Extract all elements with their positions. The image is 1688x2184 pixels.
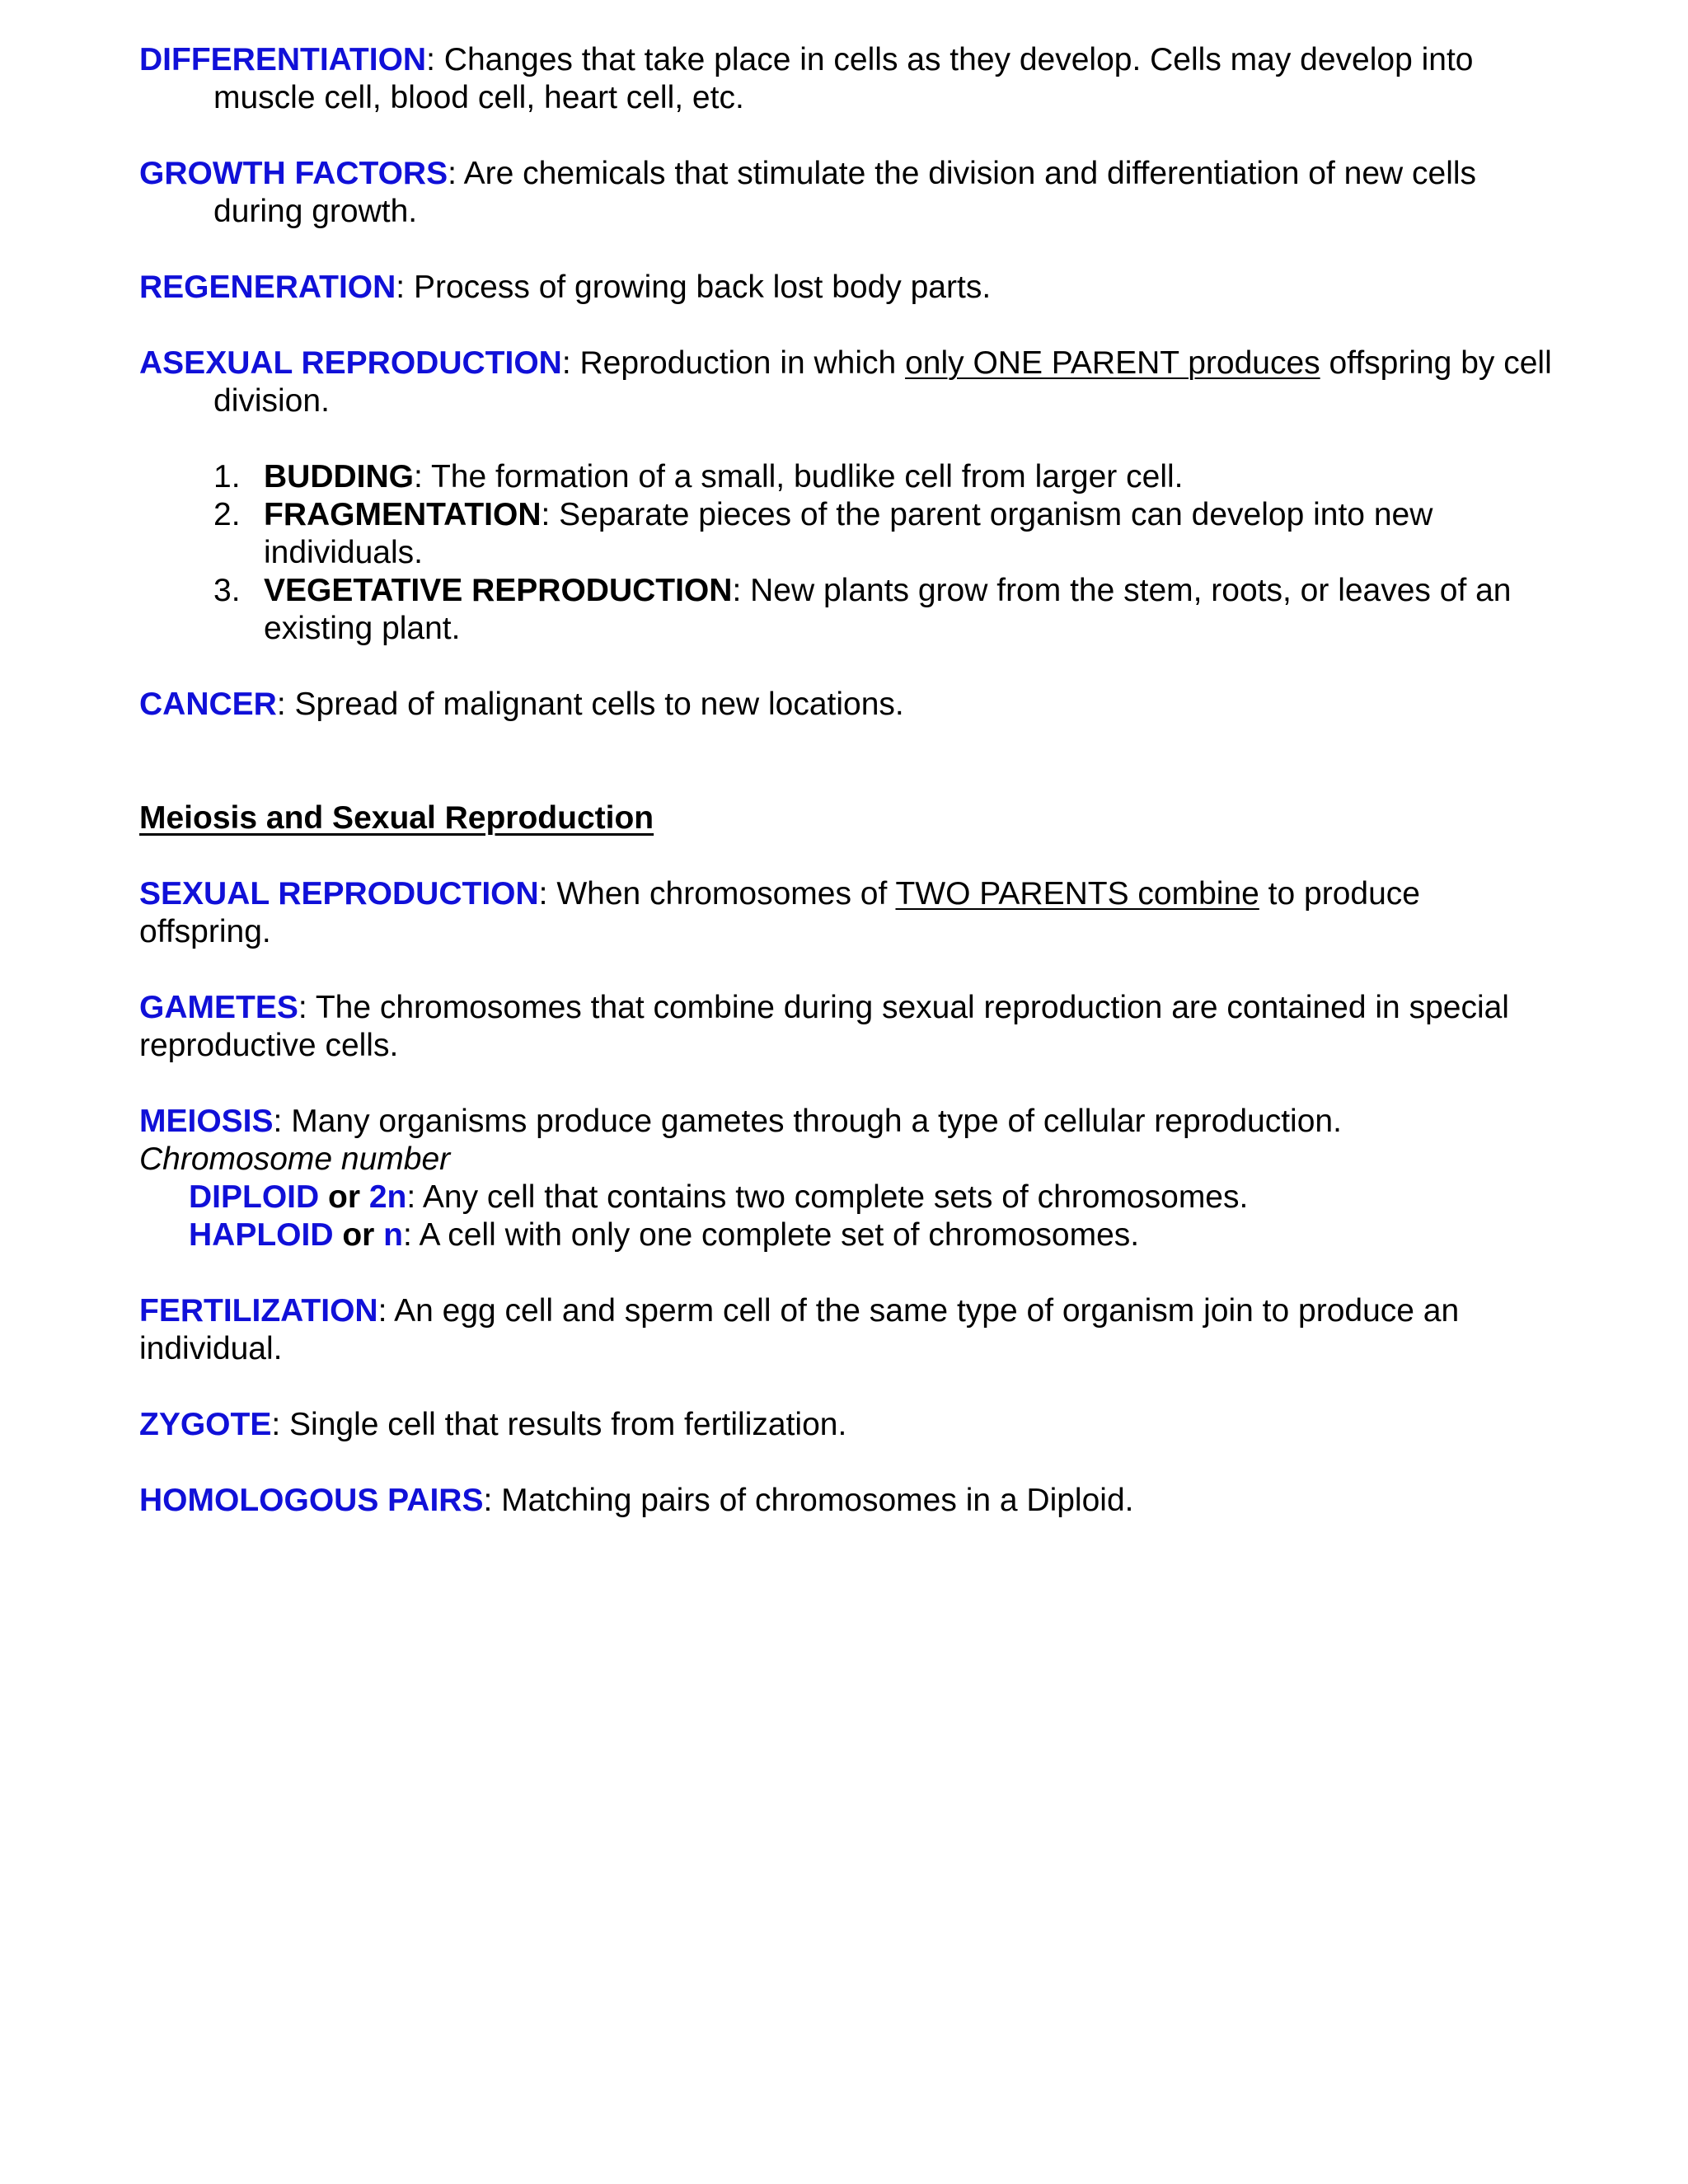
underlined-phrase: TWO PARENTS combine — [895, 876, 1259, 912]
list-item-fragmentation — [139, 496, 1557, 572]
separator: : — [448, 156, 457, 191]
entry-differentiation — [139, 41, 1557, 117]
definition-gametes: : The chromosomes that combine during sexual reproduction are contained in special reproductive cells. — [139, 990, 1509, 1063]
asexual-types-list — [139, 458, 1557, 648]
entry-zygote — [139, 1406, 1557, 1444]
term-gametes: GAMETES — [139, 990, 298, 1025]
definition-fragmentation: : Separate pieces of the parent organism can develop into new individuals. — [264, 497, 1433, 570]
separator: : — [426, 42, 435, 77]
definition-asexual-part1: Reproduction in which — [570, 345, 906, 381]
term-vegetative-reproduction: VEGETATIVE REPRODUCTION — [264, 573, 733, 608]
term-differentiation: DIFFERENTIATION — [139, 42, 427, 77]
list-item-budding — [139, 458, 1557, 496]
definition-meiosis: : Many organisms produce gametes through a type of cellular reproduction. — [273, 1104, 1342, 1139]
entry-growth-factors — [139, 155, 1557, 231]
term-homologous-pairs: HOMOLOGOUS PAIRS — [139, 1483, 484, 1518]
list-item-vegetative-reproduction — [139, 572, 1557, 648]
term-diploid: DIPLOID — [189, 1179, 320, 1215]
list-number: 3. — [213, 573, 241, 608]
definition-homologous-pairs: : Matching pairs of chromosomes in a Diploid. — [483, 1483, 1134, 1518]
term-sexual-reproduction: SEXUAL REPRODUCTION — [139, 876, 539, 912]
definition-sexual-part1: : When chromosomes of — [538, 876, 896, 912]
term-fertilization: FERTILIZATION — [139, 1293, 378, 1329]
entry-asexual-reproduction — [139, 344, 1557, 420]
entry-sexual-reproduction — [139, 875, 1557, 951]
definition-haploid: : A cell with only one complete set of chromosomes. — [403, 1217, 1140, 1253]
term-budding: BUDDING — [264, 459, 414, 494]
entry-fertilization — [139, 1292, 1557, 1368]
term-asexual-reproduction: ASEXUAL REPRODUCTION — [139, 345, 562, 381]
definition-cancer: : Spread of malignant cells to new locations. — [276, 687, 904, 722]
definition-asexual-part2: offspring by cell division. — [213, 345, 1552, 419]
term-cancer: CANCER — [139, 687, 277, 722]
document-page — [139, 41, 1557, 1520]
chromosome-number-label: Chromosome number — [139, 1141, 451, 1177]
underlined-phrase: only ONE PARENT produces — [905, 345, 1320, 381]
entry-gametes — [139, 989, 1557, 1065]
term-haploid: HAPLOID — [189, 1217, 334, 1253]
entry-homologous-pairs — [139, 1482, 1557, 1520]
or-word: or — [333, 1217, 384, 1253]
term-meiosis: MEIOSIS — [139, 1104, 274, 1139]
entry-meiosis — [139, 1103, 1557, 1141]
separator: : — [396, 269, 406, 305]
definition-regeneration: Process of growing back lost body parts. — [405, 269, 992, 305]
definition-fertilization: : An egg cell and sperm cell of the same type of organism join to produce an individual. — [139, 1293, 1460, 1366]
entry-diploid — [139, 1179, 1557, 1216]
symbol-n: n — [383, 1217, 403, 1253]
or-word: or — [319, 1179, 369, 1215]
entry-haploid — [139, 1216, 1557, 1254]
entry-regeneration — [139, 269, 1557, 307]
list-number: 2. — [213, 497, 241, 532]
definition-sexual-part2: to produce offspring. — [139, 876, 1420, 949]
definition-differentiation: Changes that take place in cells as they develop. Cells may develop into muscle cell, blood cell, heart cell, etc. — [213, 42, 1474, 115]
definition-zygote: : Single cell that results from fertilization. — [271, 1407, 847, 1442]
term-fragmentation: FRAGMENTATION — [264, 497, 542, 532]
symbol-2n: 2n — [368, 1179, 407, 1215]
list-number: 1. — [213, 459, 241, 494]
term-growth-factors: GROWTH FACTORS — [139, 156, 448, 191]
definition-diploid: : Any cell that contains two complete sets of chromosomes. — [406, 1179, 1249, 1215]
term-zygote: ZYGOTE — [139, 1407, 272, 1442]
section-heading: Meiosis and Sexual Reproduction — [139, 800, 654, 836]
term-regeneration: REGENERATION — [139, 269, 396, 305]
entry-cancer — [139, 686, 1557, 724]
definition-vegetative-reproduction: : New plants grow from the stem, roots, or leaves of an existing plant. — [264, 573, 1512, 646]
definition-growth-factors: Are chemicals that stimulate the division and differentiation of new cells during growth. — [213, 156, 1477, 229]
definition-budding: : The formation of a small, budlike cell from larger cell. — [414, 459, 1184, 494]
separator: : — [561, 345, 571, 381]
